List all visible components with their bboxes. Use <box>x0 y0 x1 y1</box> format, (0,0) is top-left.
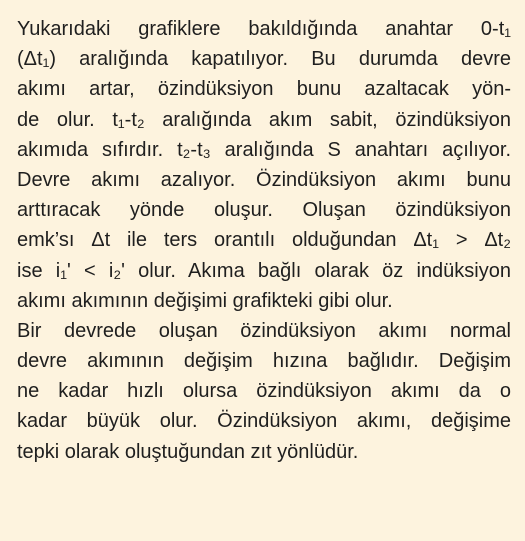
text-line: ne kadar hızlı olursa özindüksiyon akımı da o <box>17 380 511 403</box>
text-line: emk’sı Δt ile ters orantılı olduğundan Δt₁ > Δt₂ <box>17 229 511 252</box>
text-line: akımı akımının değişimi grafikteki gibi olur. <box>17 289 393 312</box>
text-line: ise i₁' < i₂' olur. Akıma bağlı olarak öz indüksiyon <box>17 259 511 282</box>
text-line: Bir devrede oluşan özindüksiyon akımı normal <box>17 319 511 342</box>
paragraph-1 <box>17 14 511 316</box>
text-line: tepki olarak oluştuğundan zıt yönlüdür. <box>17 440 359 463</box>
text-line: Devre akımı azalıyor. Özindüksiyon akımı bunu <box>17 168 511 191</box>
text-line: arttıracak yönde oluşur. Oluşan özindüksiyon <box>17 199 511 222</box>
text-line: (Δt₁) aralığında kapatılıyor. Bu durumda devre <box>17 48 511 71</box>
text-line: akımıda sıfırdır. t₂-t₃ aralığında S anahtarı açılıyor. <box>17 138 511 161</box>
text-line: de olur. t₁-t₂ aralığında akım sabit, özindüksiyon <box>17 108 511 131</box>
text-line: kadar büyük olur. Özindüksiyon akımı, değişime <box>17 410 511 433</box>
paragraph-2 <box>17 316 511 467</box>
text-line: Yukarıdaki grafiklere bakıldığında anahtar 0-t₁ <box>17 18 511 40</box>
text-line: devre akımının değişim hızına bağlıdır. Değişim <box>17 350 511 373</box>
text-line: akımı artar, özindüksiyon bunu azaltacak yön- <box>17 78 511 101</box>
